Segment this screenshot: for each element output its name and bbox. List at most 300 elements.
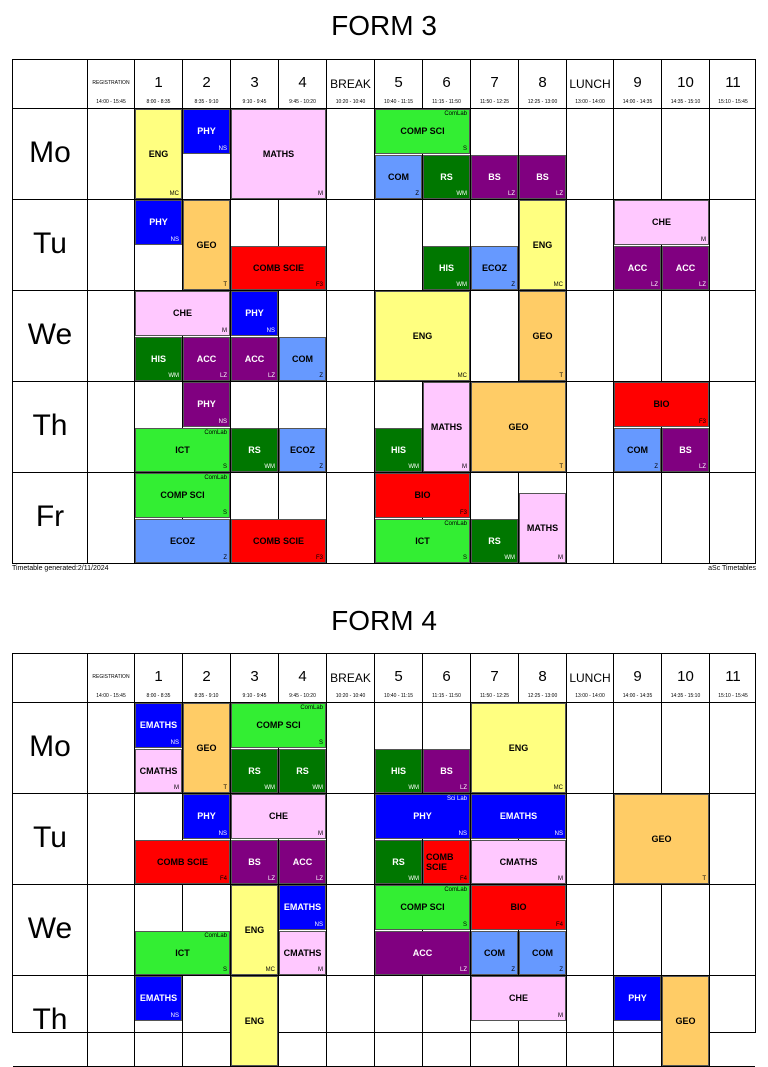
column-divider xyxy=(566,702,567,1066)
lesson-cell[interactable] xyxy=(135,337,182,382)
lesson-cell[interactable] xyxy=(471,840,566,885)
lesson-cell[interactable] xyxy=(231,428,278,473)
lesson-teacher: M xyxy=(174,785,179,791)
column-divider xyxy=(661,108,662,563)
period-time: 9:10 - 9:45 xyxy=(242,693,267,699)
lesson-teacher: WM xyxy=(504,555,515,561)
lesson-teacher: LZ xyxy=(507,191,515,197)
lesson-subject: RS xyxy=(392,856,405,867)
lesson-teacher: S xyxy=(222,967,227,973)
lesson-teacher: LZ xyxy=(267,373,275,379)
period-time: 8:35 - 9:10 xyxy=(194,99,219,105)
lesson-subject: ACC xyxy=(196,353,217,364)
lesson-cell[interactable] xyxy=(471,976,566,1021)
period-label: BREAK xyxy=(330,671,371,685)
lesson-teacher: LZ xyxy=(555,191,563,197)
lesson-cell[interactable] xyxy=(231,703,326,748)
lesson-subject: MATHS xyxy=(526,523,559,533)
period-label: 10 xyxy=(677,668,694,685)
period-time: 9:45 - 10:20 xyxy=(289,99,316,105)
lesson-teacher: M xyxy=(462,464,467,470)
lesson-room: ComLab xyxy=(444,887,467,893)
lesson-teacher: M xyxy=(558,554,563,561)
period-time: 11:50 - 12:25 xyxy=(479,693,510,699)
row-divider xyxy=(13,702,755,703)
lesson-teacher: S xyxy=(462,921,467,928)
lesson-room: ComLab xyxy=(300,705,323,711)
lesson-teacher: T xyxy=(559,464,563,470)
form3-header-col-14 xyxy=(709,60,756,108)
period-label: 2 xyxy=(202,668,211,685)
form4-header-col-13 xyxy=(661,654,709,702)
lesson-subject: GEO xyxy=(675,1016,696,1026)
lesson-cell[interactable] xyxy=(183,703,230,793)
lesson-subject: CHE xyxy=(508,993,528,1004)
lesson-cell[interactable] xyxy=(423,840,470,885)
lesson-subject: ICT xyxy=(175,947,190,958)
lesson-cell[interactable] xyxy=(231,519,326,564)
lesson-subject: ENG xyxy=(148,149,169,159)
lesson-teacher: MC xyxy=(553,282,563,288)
period-label: 4 xyxy=(298,668,307,685)
lesson-cell[interactable] xyxy=(471,382,566,472)
lesson-subject: BIO xyxy=(510,902,527,913)
lesson-subject: EMATHS xyxy=(283,902,322,913)
lesson-subject: COMB SCIE xyxy=(156,856,208,867)
lesson-cell[interactable] xyxy=(423,749,470,794)
lesson-subject: BIO xyxy=(653,399,670,410)
lesson-teacher: WM xyxy=(168,373,179,379)
period-time: 15:10 - 15:45 xyxy=(718,693,748,699)
lesson-subject: COMB SCIE xyxy=(426,851,454,872)
lesson-cell[interactable] xyxy=(375,519,470,564)
lesson-cell[interactable] xyxy=(614,200,709,245)
lesson-teacher: S xyxy=(462,555,467,561)
form4-title: FORM 4 xyxy=(331,605,437,636)
lesson-cell[interactable] xyxy=(183,382,230,427)
column-divider xyxy=(326,108,327,563)
lesson-cell[interactable] xyxy=(135,749,182,794)
day-label-tu: Tu xyxy=(33,227,67,260)
lesson-subject: HIS xyxy=(438,262,454,273)
lesson-subject: COM xyxy=(532,947,553,958)
lesson-subject: ENG xyxy=(508,743,529,753)
row-divider xyxy=(13,563,755,564)
form3-header-col-8 xyxy=(422,60,470,108)
lesson-cell[interactable] xyxy=(471,155,518,200)
lesson-subject: PHY xyxy=(149,217,168,228)
day-label-th: Th xyxy=(32,409,68,442)
period-label: 5 xyxy=(394,668,403,685)
lesson-cell[interactable] xyxy=(375,428,422,473)
lesson-cell[interactable] xyxy=(231,885,278,975)
column-divider xyxy=(613,108,614,563)
lesson-teacher: WM xyxy=(264,785,275,791)
period-time: 11:15 - 11:50 xyxy=(432,693,461,699)
form3-header-col-1 xyxy=(87,60,134,108)
day-label-fr: Fr xyxy=(35,500,65,533)
period-time: 14:00 - 15:45 xyxy=(96,99,126,105)
lesson-teacher: F3 xyxy=(698,418,706,425)
form3-header-col-6 xyxy=(326,60,374,108)
period-time: 14:00 - 14:35 xyxy=(622,693,653,699)
lesson-teacher: LZ xyxy=(459,785,467,791)
period-time: 14:35 - 15:10 xyxy=(670,99,701,105)
lesson-cell[interactable] xyxy=(375,840,422,885)
lesson-cell[interactable] xyxy=(231,794,326,839)
lesson-teacher: NS xyxy=(170,739,179,746)
lesson-cell[interactable] xyxy=(375,931,470,976)
lesson-cell[interactable] xyxy=(662,246,709,291)
lesson-teacher: NS xyxy=(554,830,563,837)
lesson-teacher: T xyxy=(223,785,227,791)
form3-header-col-2 xyxy=(134,60,182,108)
lesson-teacher: S xyxy=(222,464,227,470)
form3-header-col-5 xyxy=(278,60,326,108)
period-time: 10:40 - 11:15 xyxy=(383,99,414,105)
day-label-mo: Mo xyxy=(29,730,71,763)
lesson-teacher: Z xyxy=(654,464,658,470)
lesson-subject: EMATHS xyxy=(499,811,538,822)
lesson-cell[interactable] xyxy=(183,200,230,290)
lesson-teacher: NS xyxy=(170,1012,179,1019)
lesson-cell[interactable] xyxy=(279,931,326,976)
lesson-subject: COMP SCI xyxy=(400,902,445,913)
lesson-cell[interactable] xyxy=(135,840,230,885)
day-label-tu: Tu xyxy=(33,821,67,854)
lesson-cell[interactable] xyxy=(135,109,182,199)
period-time: 15:10 - 15:45 xyxy=(718,99,748,105)
day-label-mo: Mo xyxy=(29,136,71,169)
lesson-subject: GEO xyxy=(532,331,553,341)
lesson-subject: EMATHS xyxy=(139,720,178,731)
form4-header-col-5 xyxy=(278,654,326,702)
lesson-subject: GEO xyxy=(196,743,217,753)
day-label-we: We xyxy=(27,912,73,945)
lesson-subject: ACC xyxy=(675,262,696,273)
lesson-teacher: NS xyxy=(458,830,467,837)
form4-header-col-6 xyxy=(326,654,374,702)
lesson-teacher: T xyxy=(223,282,227,288)
period-time: 9:10 - 9:45 xyxy=(242,99,267,105)
lesson-subject: COM xyxy=(627,444,648,455)
lesson-subject: PHY xyxy=(413,811,432,822)
lesson-cell[interactable] xyxy=(471,703,566,793)
lesson-teacher: LZ xyxy=(219,373,227,379)
lesson-subject: ECOZ xyxy=(481,262,507,273)
period-label: 7 xyxy=(490,668,499,685)
form4-header-col-4 xyxy=(230,654,278,702)
lesson-cell[interactable] xyxy=(375,749,422,794)
period-time: 14:00 - 14:35 xyxy=(622,99,653,105)
lesson-teacher: NS xyxy=(266,327,275,334)
period-label: REGISTRATION xyxy=(92,674,130,680)
lesson-subject: RS xyxy=(440,171,453,182)
lesson-teacher: F4 xyxy=(459,876,467,882)
lesson-room: ComLab xyxy=(444,111,467,117)
lesson-subject: CHE xyxy=(172,308,192,319)
period-time: 8:00 - 8:35 xyxy=(146,99,171,105)
lesson-teacher: NS xyxy=(170,236,179,243)
lesson-cell[interactable] xyxy=(471,246,518,291)
lesson-cell[interactable] xyxy=(135,291,230,336)
lesson-teacher: F3 xyxy=(315,555,323,561)
lesson-cell[interactable] xyxy=(135,519,230,564)
period-label: 8 xyxy=(538,74,547,91)
lesson-subject: PHY xyxy=(197,126,216,137)
lesson-cell[interactable] xyxy=(375,473,470,518)
footer-generated: Timetable generated:2/11/2024 xyxy=(12,565,109,572)
lesson-subject: ICT xyxy=(175,444,190,455)
lesson-cell[interactable] xyxy=(135,200,182,245)
form4-header-col-1 xyxy=(87,654,134,702)
period-label: 11 xyxy=(725,74,741,91)
lesson-cell[interactable] xyxy=(614,428,661,473)
form3-title: FORM 3 xyxy=(331,10,437,41)
lesson-subject: GEO xyxy=(508,422,529,432)
lesson-cell[interactable] xyxy=(375,109,470,154)
form4-header-col-11 xyxy=(566,654,613,702)
lesson-subject: ENG xyxy=(532,240,553,250)
form3-header-col-3 xyxy=(182,60,230,108)
period-time: 12:25 - 13:00 xyxy=(527,693,558,699)
lesson-teacher: LZ xyxy=(315,876,323,882)
period-label: 9 xyxy=(633,668,642,685)
lesson-teacher: WM xyxy=(408,464,419,470)
lesson-subject: GEO xyxy=(651,834,672,844)
period-time: 14:35 - 15:10 xyxy=(670,693,701,699)
lesson-subject: CMATHS xyxy=(283,947,322,958)
lesson-cell[interactable] xyxy=(231,749,278,794)
lesson-cell[interactable] xyxy=(183,794,230,839)
lesson-teacher: S xyxy=(222,509,227,516)
form3-header-col-0 xyxy=(13,60,87,108)
lesson-subject: HIS xyxy=(390,444,406,455)
lesson-cell[interactable] xyxy=(231,109,326,199)
period-label: BREAK xyxy=(330,77,371,91)
period-time: 13:00 - 14:00 xyxy=(575,693,605,699)
lesson-cell[interactable] xyxy=(662,428,709,473)
lesson-subject: CMATHS xyxy=(499,856,538,867)
lesson-teacher: LZ xyxy=(650,282,658,288)
lesson-subject: RS xyxy=(248,765,261,776)
lesson-teacher: LZ xyxy=(267,876,275,882)
form3-timetable xyxy=(12,59,756,564)
lesson-cell[interactable] xyxy=(279,840,326,885)
period-label: 6 xyxy=(442,74,451,91)
lesson-teacher: Z xyxy=(559,967,563,973)
lesson-cell[interactable] xyxy=(279,885,326,930)
lesson-teacher: Z xyxy=(511,967,515,973)
lesson-cell[interactable] xyxy=(471,519,518,564)
period-label: 4 xyxy=(298,74,307,91)
lesson-teacher: LZ xyxy=(698,464,706,470)
lesson-subject: CMATHS xyxy=(139,765,178,776)
lesson-subject: GEO xyxy=(196,240,217,250)
lesson-cell[interactable] xyxy=(375,794,470,839)
lesson-room: ComLab xyxy=(204,475,227,481)
lesson-cell[interactable] xyxy=(614,976,661,1021)
lesson-cell[interactable] xyxy=(183,109,230,154)
lesson-cell[interactable] xyxy=(423,382,470,472)
lesson-teacher: F4 xyxy=(555,921,563,928)
form3-header-col-9 xyxy=(470,60,518,108)
lesson-teacher: Z xyxy=(319,464,323,470)
period-time: 11:50 - 12:25 xyxy=(479,99,510,105)
lesson-subject: BS xyxy=(440,765,453,776)
lesson-cell[interactable] xyxy=(231,246,326,291)
lesson-subject: ACC xyxy=(627,262,648,273)
lesson-teacher: Z xyxy=(319,373,323,379)
lesson-cell[interactable] xyxy=(279,749,326,794)
period-time: 10:20 - 10:40 xyxy=(335,99,366,105)
lesson-cell[interactable] xyxy=(614,246,661,291)
lesson-teacher: WM xyxy=(408,876,419,882)
column-divider xyxy=(709,108,710,563)
form4-header-col-9 xyxy=(470,654,518,702)
lesson-subject: ECOZ xyxy=(169,535,195,546)
column-divider xyxy=(326,702,327,1066)
lesson-subject: MATHS xyxy=(262,149,295,159)
period-time: 12:25 - 13:00 xyxy=(527,99,558,105)
period-label: 1 xyxy=(154,668,163,685)
lesson-teacher: NS xyxy=(314,921,323,928)
column-divider xyxy=(709,702,710,1066)
footer-brand: aSc Timetables xyxy=(708,565,756,572)
lesson-cell[interactable] xyxy=(519,200,566,290)
lesson-subject: ACC xyxy=(244,353,265,364)
lesson-cell[interactable] xyxy=(471,931,518,976)
lesson-cell[interactable] xyxy=(614,382,709,427)
lesson-cell[interactable] xyxy=(662,976,709,1066)
period-label: 8 xyxy=(538,668,547,685)
period-label: LUNCH xyxy=(569,671,611,685)
lesson-teacher: S xyxy=(462,145,467,152)
lesson-cell[interactable] xyxy=(183,337,230,382)
lesson-cell[interactable] xyxy=(135,931,230,976)
lesson-cell[interactable] xyxy=(231,840,278,885)
lesson-cell[interactable] xyxy=(135,473,230,518)
lesson-cell[interactable] xyxy=(135,976,182,1021)
period-time: 10:40 - 11:15 xyxy=(383,693,414,699)
lesson-cell[interactable] xyxy=(471,885,566,930)
day-label-th: Th xyxy=(32,1003,68,1036)
lesson-subject: RS xyxy=(296,765,309,776)
lesson-teacher: S xyxy=(318,739,323,746)
lesson-subject: BS xyxy=(679,444,692,455)
lesson-cell[interactable] xyxy=(279,428,326,473)
lesson-cell[interactable] xyxy=(135,703,182,748)
lesson-subject: CHE xyxy=(268,811,288,822)
lesson-teacher: F3 xyxy=(315,282,323,288)
form4-header-col-14 xyxy=(709,654,756,702)
period-label: 2 xyxy=(202,74,211,91)
lesson-teacher: M xyxy=(222,327,227,334)
lesson-subject: COM xyxy=(292,353,313,364)
column-divider xyxy=(566,108,567,563)
lesson-cell[interactable] xyxy=(519,291,566,381)
lesson-subject: PHY xyxy=(197,811,216,822)
lesson-subject: PHY xyxy=(628,993,647,1004)
lesson-teacher: M xyxy=(558,1012,563,1019)
period-time: 9:45 - 10:20 xyxy=(289,693,316,699)
lesson-room: ComLab xyxy=(204,932,227,939)
lesson-teacher: WM xyxy=(264,464,275,470)
period-label: LUNCH xyxy=(569,77,611,91)
day-label-we: We xyxy=(27,318,73,351)
form4-header-col-2 xyxy=(134,654,182,702)
form3-header-col-11 xyxy=(566,60,613,108)
lesson-cell[interactable] xyxy=(231,976,278,1066)
lesson-teacher: F3 xyxy=(459,509,467,516)
form3-header-col-10 xyxy=(518,60,566,108)
lesson-cell[interactable] xyxy=(519,931,566,976)
lesson-cell[interactable] xyxy=(471,794,566,839)
lesson-room: ComLab xyxy=(204,429,227,436)
lesson-teacher: M xyxy=(318,191,323,197)
lesson-teacher: T xyxy=(702,876,706,882)
lesson-cell[interactable] xyxy=(375,885,470,930)
lesson-cell[interactable] xyxy=(614,794,709,884)
lesson-room: Sci Lab xyxy=(446,796,467,802)
lesson-cell[interactable] xyxy=(135,428,230,473)
lesson-teacher: T xyxy=(559,373,563,379)
lesson-cell[interactable] xyxy=(375,291,470,381)
form4-header-col-0 xyxy=(13,654,87,702)
lesson-cell[interactable] xyxy=(519,493,566,563)
form3-header-col-13 xyxy=(661,60,709,108)
lesson-cell[interactable] xyxy=(279,337,326,382)
lesson-cell[interactable] xyxy=(231,291,278,336)
lesson-cell[interactable] xyxy=(375,155,422,200)
lesson-subject: RS xyxy=(488,535,501,546)
form4-header-col-3 xyxy=(182,654,230,702)
lesson-subject: BIO xyxy=(414,490,431,501)
period-label: 5 xyxy=(394,74,403,91)
lesson-subject: COMP SCI xyxy=(400,126,445,137)
lesson-room: ComLab xyxy=(444,520,467,527)
lesson-subject: ENG xyxy=(244,1016,265,1026)
lesson-teacher: Z xyxy=(415,191,419,197)
period-label: 11 xyxy=(725,668,741,685)
lesson-subject: COM xyxy=(484,947,505,958)
period-label: 9 xyxy=(633,74,642,91)
period-time: 8:00 - 8:35 xyxy=(146,693,171,699)
lesson-subject: ENG xyxy=(244,925,265,935)
period-label: REGISTRATION xyxy=(92,80,130,86)
lesson-teacher: Z xyxy=(511,282,515,288)
lesson-teacher: F4 xyxy=(219,876,227,882)
form3-header-col-7 xyxy=(374,60,422,108)
lesson-subject: BS xyxy=(488,171,501,182)
period-label: 3 xyxy=(250,74,259,91)
period-time: 14:00 - 15:45 xyxy=(96,693,126,699)
lesson-cell[interactable] xyxy=(231,337,278,382)
lesson-teacher: Z xyxy=(223,555,227,561)
period-label: 7 xyxy=(490,74,499,91)
lesson-subject: ECOZ xyxy=(289,444,315,455)
period-time: 13:00 - 14:00 xyxy=(575,99,605,105)
lesson-subject: PHY xyxy=(245,308,264,319)
lesson-teacher: LZ xyxy=(698,282,706,288)
lesson-cell[interactable] xyxy=(423,155,470,200)
lesson-subject: ACC xyxy=(292,856,313,867)
lesson-cell[interactable] xyxy=(423,246,470,291)
form4-timetable xyxy=(12,653,756,1036)
form4-header-col-8 xyxy=(422,654,470,702)
lesson-cell[interactable] xyxy=(519,155,566,200)
lesson-subject: ACC xyxy=(412,947,433,958)
